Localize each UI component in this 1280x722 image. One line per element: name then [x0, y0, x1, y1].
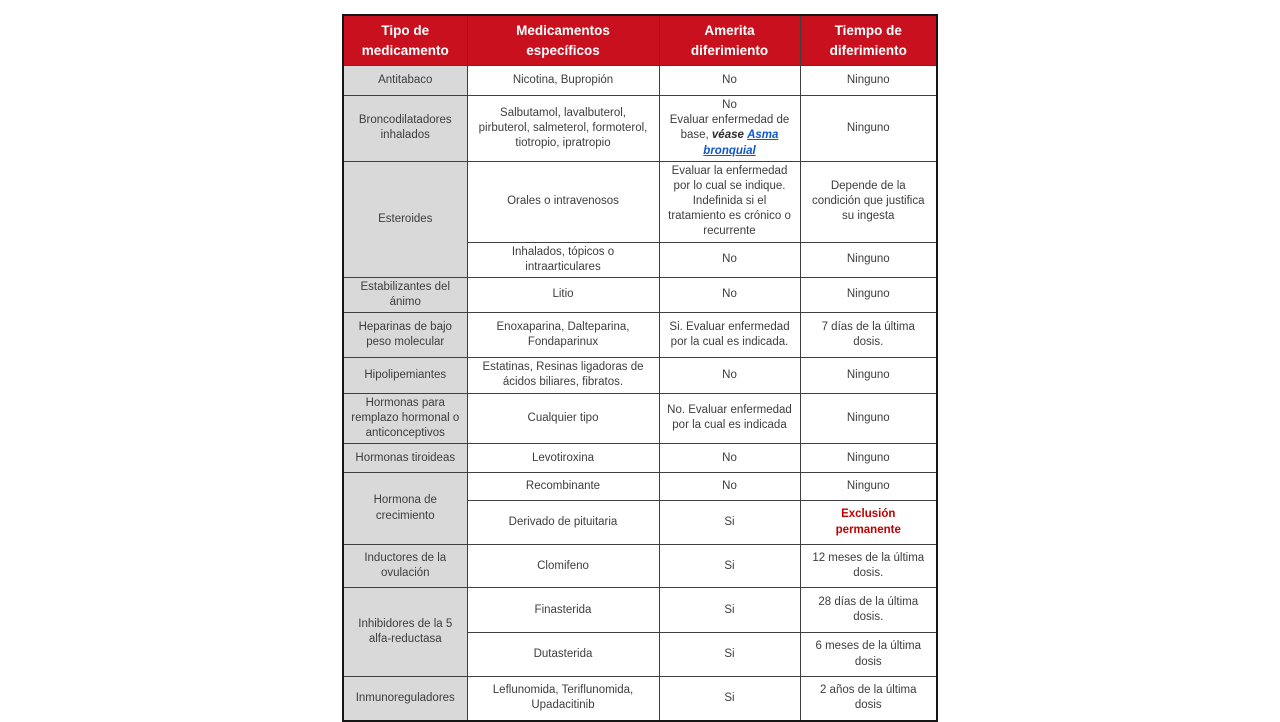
- table-row: [343, 588, 937, 633]
- header-tiempo-de-diferimiento: Tiempo de diferimiento: [800, 15, 937, 66]
- cell-tiempo: Ninguno: [800, 66, 937, 96]
- cell-tipo: Hormonas para remplazo hormonal o anticonceptivos: [343, 393, 467, 444]
- cell-amerita: Evaluar la enfermedad por lo cual se indique. Indefinida si el tratamiento es crónico o recurrente: [659, 161, 800, 242]
- cell-medicamentos: Inhalados, tópicos o intraarticulares: [467, 242, 659, 277]
- cell-medicamentos: Leflunomida, Teriflunomida, Upadacitinib: [467, 677, 659, 721]
- cell-tiempo: 2 años de la última dosis: [800, 677, 937, 721]
- cell-amerita: No: [659, 444, 800, 473]
- cell-medicamentos: Clomifeno: [467, 545, 659, 588]
- cell-tiempo: Ninguno: [800, 242, 937, 277]
- cell-medicamentos: Dutasterida: [467, 633, 659, 677]
- asma-bronquial-link[interactable]: Asma bronquial: [703, 129, 779, 157]
- cell-tiempo: Ninguno: [800, 444, 937, 473]
- cell-amerita: Si: [659, 633, 800, 677]
- cell-medicamentos: Litio: [467, 277, 659, 312]
- cell-medicamentos: Nicotina, Bupropión: [467, 66, 659, 96]
- cell-tipo: Inductores de la ovulación: [343, 545, 467, 588]
- table-row: [343, 277, 937, 312]
- table-row: [343, 393, 937, 444]
- table-row: [343, 161, 937, 242]
- table-row: [343, 444, 937, 473]
- cell-amerita: No: [659, 277, 800, 312]
- cell-tipo: Estabilizantes del ánimo: [343, 277, 467, 312]
- amerita-no-line: No: [722, 99, 737, 111]
- table-row: [343, 473, 937, 501]
- cell-tiempo: Ninguno: [800, 393, 937, 444]
- cell-medicamentos: Finasterida: [467, 588, 659, 633]
- cell-tiempo: 12 meses de la última dosis.: [800, 545, 937, 588]
- cell-medicamentos: Orales o intravenosos: [467, 161, 659, 242]
- cell-tipo: Hipolipemiantes: [343, 358, 467, 393]
- cell-amerita: Si: [659, 588, 800, 633]
- table-row: [343, 545, 937, 588]
- header-medicamentos-especificos: Medicamentos específicos: [467, 15, 659, 66]
- table-row: [343, 66, 937, 96]
- cell-tiempo: Depende de la condición que justifica su ingesta: [800, 161, 937, 242]
- table-row: [343, 358, 937, 393]
- exclusion-permanente-alert: Exclusión permanente: [835, 508, 901, 536]
- cell-amerita: No. Evaluar enfermedad por la cual es indicada: [659, 393, 800, 444]
- table-row: [343, 677, 937, 721]
- cell-tipo: Hormonas tiroideas: [343, 444, 467, 473]
- cell-tipo: Antitabaco: [343, 66, 467, 96]
- vease-label: véase: [711, 129, 744, 142]
- cell-amerita: No: [659, 66, 800, 96]
- table-row: [343, 96, 937, 162]
- cell-amerita: No: [659, 358, 800, 393]
- cell-medicamentos: Salbutamol, lavalbuterol, pirbuterol, salmeterol, formoterol, tiotropio, ipratropio: [467, 96, 659, 162]
- cell-tiempo: 7 días de la última dosis.: [800, 313, 937, 358]
- cell-medicamentos: Recombinante: [467, 473, 659, 501]
- cell-medicamentos: Levotiroxina: [467, 444, 659, 473]
- medication-deferral-table: [342, 14, 938, 722]
- cell-tiempo: Ninguno: [800, 358, 937, 393]
- cell-medicamentos: Cualquier tipo: [467, 393, 659, 444]
- cell-tiempo: Ninguno: [800, 277, 937, 312]
- cell-amerita: Si: [659, 677, 800, 721]
- cell-tiempo: Ninguno: [800, 473, 937, 501]
- medication-deferral-table-container: [342, 14, 938, 722]
- cell-tiempo: Ninguno: [800, 96, 937, 162]
- amerita-eval-text: Evaluar enfermedad de base,: [669, 114, 790, 142]
- cell-tipo: Hormona de crecimiento: [343, 473, 467, 545]
- cell-tipo: Inhibidores de la 5 alfa-reductasa: [343, 588, 467, 677]
- header-row: [343, 15, 937, 66]
- header-amerita-diferimiento: Amerita diferimiento: [659, 15, 800, 66]
- cell-amerita: Si: [659, 545, 800, 588]
- cell-medicamentos: Estatinas, Resinas ligadoras de ácidos biliares, fibratos.: [467, 358, 659, 393]
- cell-tiempo: [800, 501, 937, 545]
- cell-amerita: No: [659, 473, 800, 501]
- cell-tiempo: 28 días de la última dosis.: [800, 588, 937, 633]
- cell-tiempo: 6 meses de la última dosis: [800, 633, 937, 677]
- cell-tipo: Esteroides: [343, 161, 467, 277]
- cell-tipo: Inmunoreguladores: [343, 677, 467, 721]
- cell-amerita: Si. Evaluar enfermedad por la cual es indicada.: [659, 313, 800, 358]
- cell-tipo: Heparinas de bajo peso molecular: [343, 313, 467, 358]
- table-row: [343, 313, 937, 358]
- cell-amerita: Si: [659, 501, 800, 545]
- cell-medicamentos: Enoxaparina, Dalteparina, Fondaparinux: [467, 313, 659, 358]
- cell-amerita: [659, 96, 800, 162]
- cell-tipo: Broncodilatadores inhalados: [343, 96, 467, 162]
- cell-amerita: No: [659, 242, 800, 277]
- cell-medicamentos: Derivado de pituitaria: [467, 501, 659, 545]
- header-tipo-de-medicamento: Tipo de medicamento: [343, 15, 467, 66]
